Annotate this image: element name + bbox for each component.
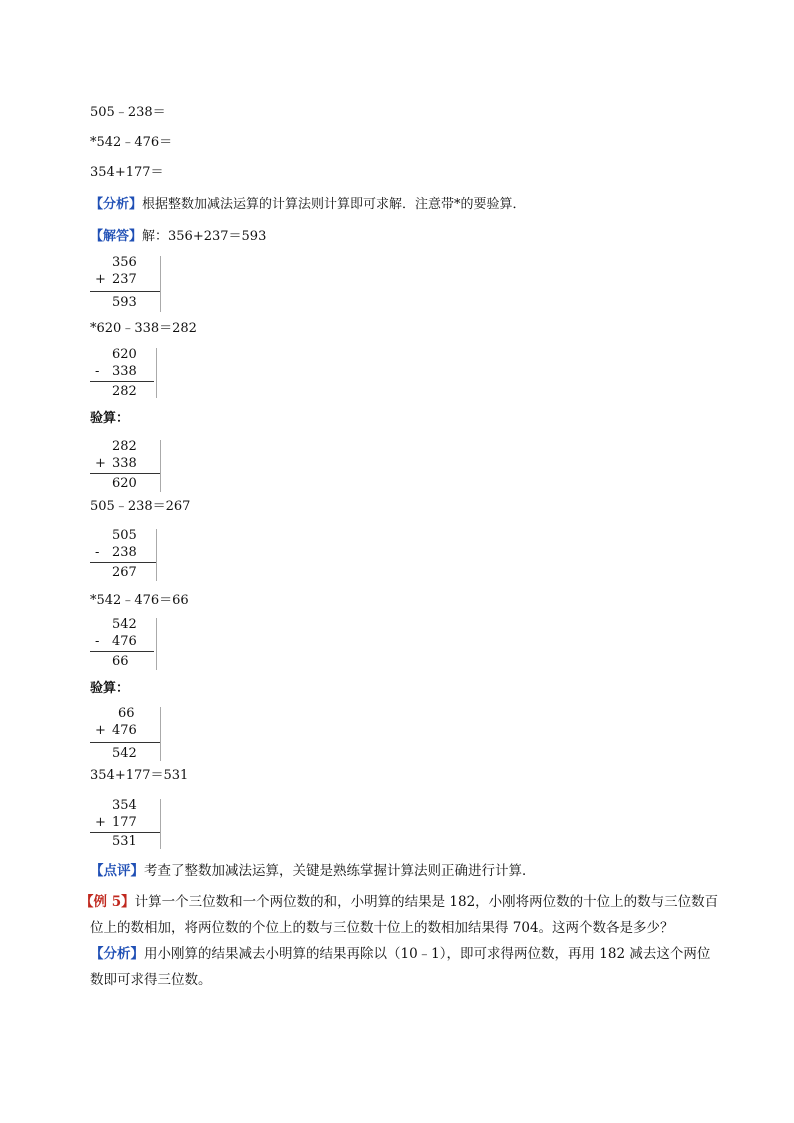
calc-op: + <box>95 272 106 287</box>
vertical-calc-6 <box>90 705 162 763</box>
calc-vertical-divider <box>160 799 161 849</box>
calc-op: + <box>95 723 106 738</box>
calc-bottom: 338 <box>112 364 137 379</box>
answer-line <box>90 228 266 246</box>
vertical-calc-5 <box>90 616 162 672</box>
calc-bottom: 338 <box>112 456 137 471</box>
calc-op: + <box>95 815 106 830</box>
calc-result: 620 <box>112 476 137 491</box>
exercise-2: *542﹣476＝ <box>90 135 173 150</box>
calc-top: 542 <box>112 617 137 632</box>
equation-5: 354+177＝531 <box>90 768 189 783</box>
calc-top: 282 <box>112 439 137 454</box>
vertical-calc-4 <box>90 527 162 583</box>
calc-top: 356 <box>112 255 137 270</box>
equation-2: *620﹣338＝282 <box>90 321 197 336</box>
calc-op: - <box>95 545 100 560</box>
calc-op: - <box>95 364 100 379</box>
calc-vertical-divider <box>160 440 161 492</box>
example-analysis-tag: 【分析】 <box>90 946 144 962</box>
comment-text: 考查了整数加减法运算，关键是熟练掌握计算法则正确进行计算． <box>144 863 536 879</box>
calc-result: 282 <box>112 384 137 399</box>
calc-bottom: 476 <box>112 723 137 738</box>
calc-top: 66 <box>118 706 135 721</box>
calc-rule <box>90 473 160 474</box>
example-tag: 【例 5】 <box>80 894 135 910</box>
calc-vertical-divider <box>156 618 157 670</box>
calc-top: 505 <box>112 528 137 543</box>
calc-vertical-divider <box>160 707 161 761</box>
calc-vertical-divider <box>156 348 157 398</box>
answer-text: 解：356+237＝593 <box>142 229 267 244</box>
calc-result: 531 <box>112 834 137 849</box>
comment-tag: 【点评】 <box>90 863 144 879</box>
calc-result: 542 <box>112 746 137 761</box>
calc-rule <box>90 562 156 563</box>
calc-top: 354 <box>112 798 137 813</box>
comment-line <box>90 862 536 880</box>
vertical-calc-1 <box>90 254 162 312</box>
calc-rule <box>90 381 154 382</box>
calc-rule <box>90 651 154 652</box>
calc-bottom: 177 <box>112 815 137 830</box>
calc-rule <box>90 291 160 292</box>
calc-op: - <box>95 634 100 649</box>
calc-bottom: 238 <box>112 545 137 560</box>
check-label-2: 验算： <box>90 681 130 696</box>
vertical-calc-2 <box>90 346 162 402</box>
calc-vertical-divider <box>160 256 161 312</box>
calc-top: 620 <box>112 347 137 362</box>
calc-bottom: 237 <box>112 272 137 287</box>
calc-rule <box>90 742 160 743</box>
analysis-line <box>90 196 526 214</box>
calc-bottom: 476 <box>112 634 137 649</box>
equation-4: *542﹣476＝66 <box>90 593 189 608</box>
example-analysis-2: 数即可求得三位数。 <box>90 972 212 988</box>
calc-result: 267 <box>112 565 137 580</box>
analysis-text: 根据整数加减法运算的计算法则计算即可求解．注意带*的要验算． <box>142 197 526 212</box>
calc-vertical-divider <box>156 529 157 581</box>
analysis-tag: 【分析】 <box>90 197 143 212</box>
exercise-1: 505﹣238＝ <box>90 105 166 120</box>
example-analysis-1: 用小刚算的结果减去小明算的结果再除以（10﹣1），即可求得两位数，再用 182 减去这个两位 <box>144 946 711 962</box>
example-5 <box>80 889 720 993</box>
answer-tag: 【解答】 <box>90 229 143 244</box>
calc-result: 66 <box>112 654 129 669</box>
calc-op: + <box>95 456 106 471</box>
check-label-1: 验算： <box>90 411 130 426</box>
example-text-1: 计算一个三位数和一个两位数的和，小明算的结果是 182，小刚将两位数的十位上的数与三位数百 <box>134 894 719 910</box>
equation-3: 505﹣238＝267 <box>90 499 191 514</box>
example-text-2: 位上的数相加，将两位数的个位上的数与三位数十位上的数相加结果得 704。这两个数各是多少？ <box>90 920 674 936</box>
vertical-calc-7 <box>90 797 162 851</box>
exercise-3: 354+177＝ <box>90 165 164 180</box>
calc-result: 593 <box>112 295 137 310</box>
vertical-calc-3 <box>90 438 162 494</box>
